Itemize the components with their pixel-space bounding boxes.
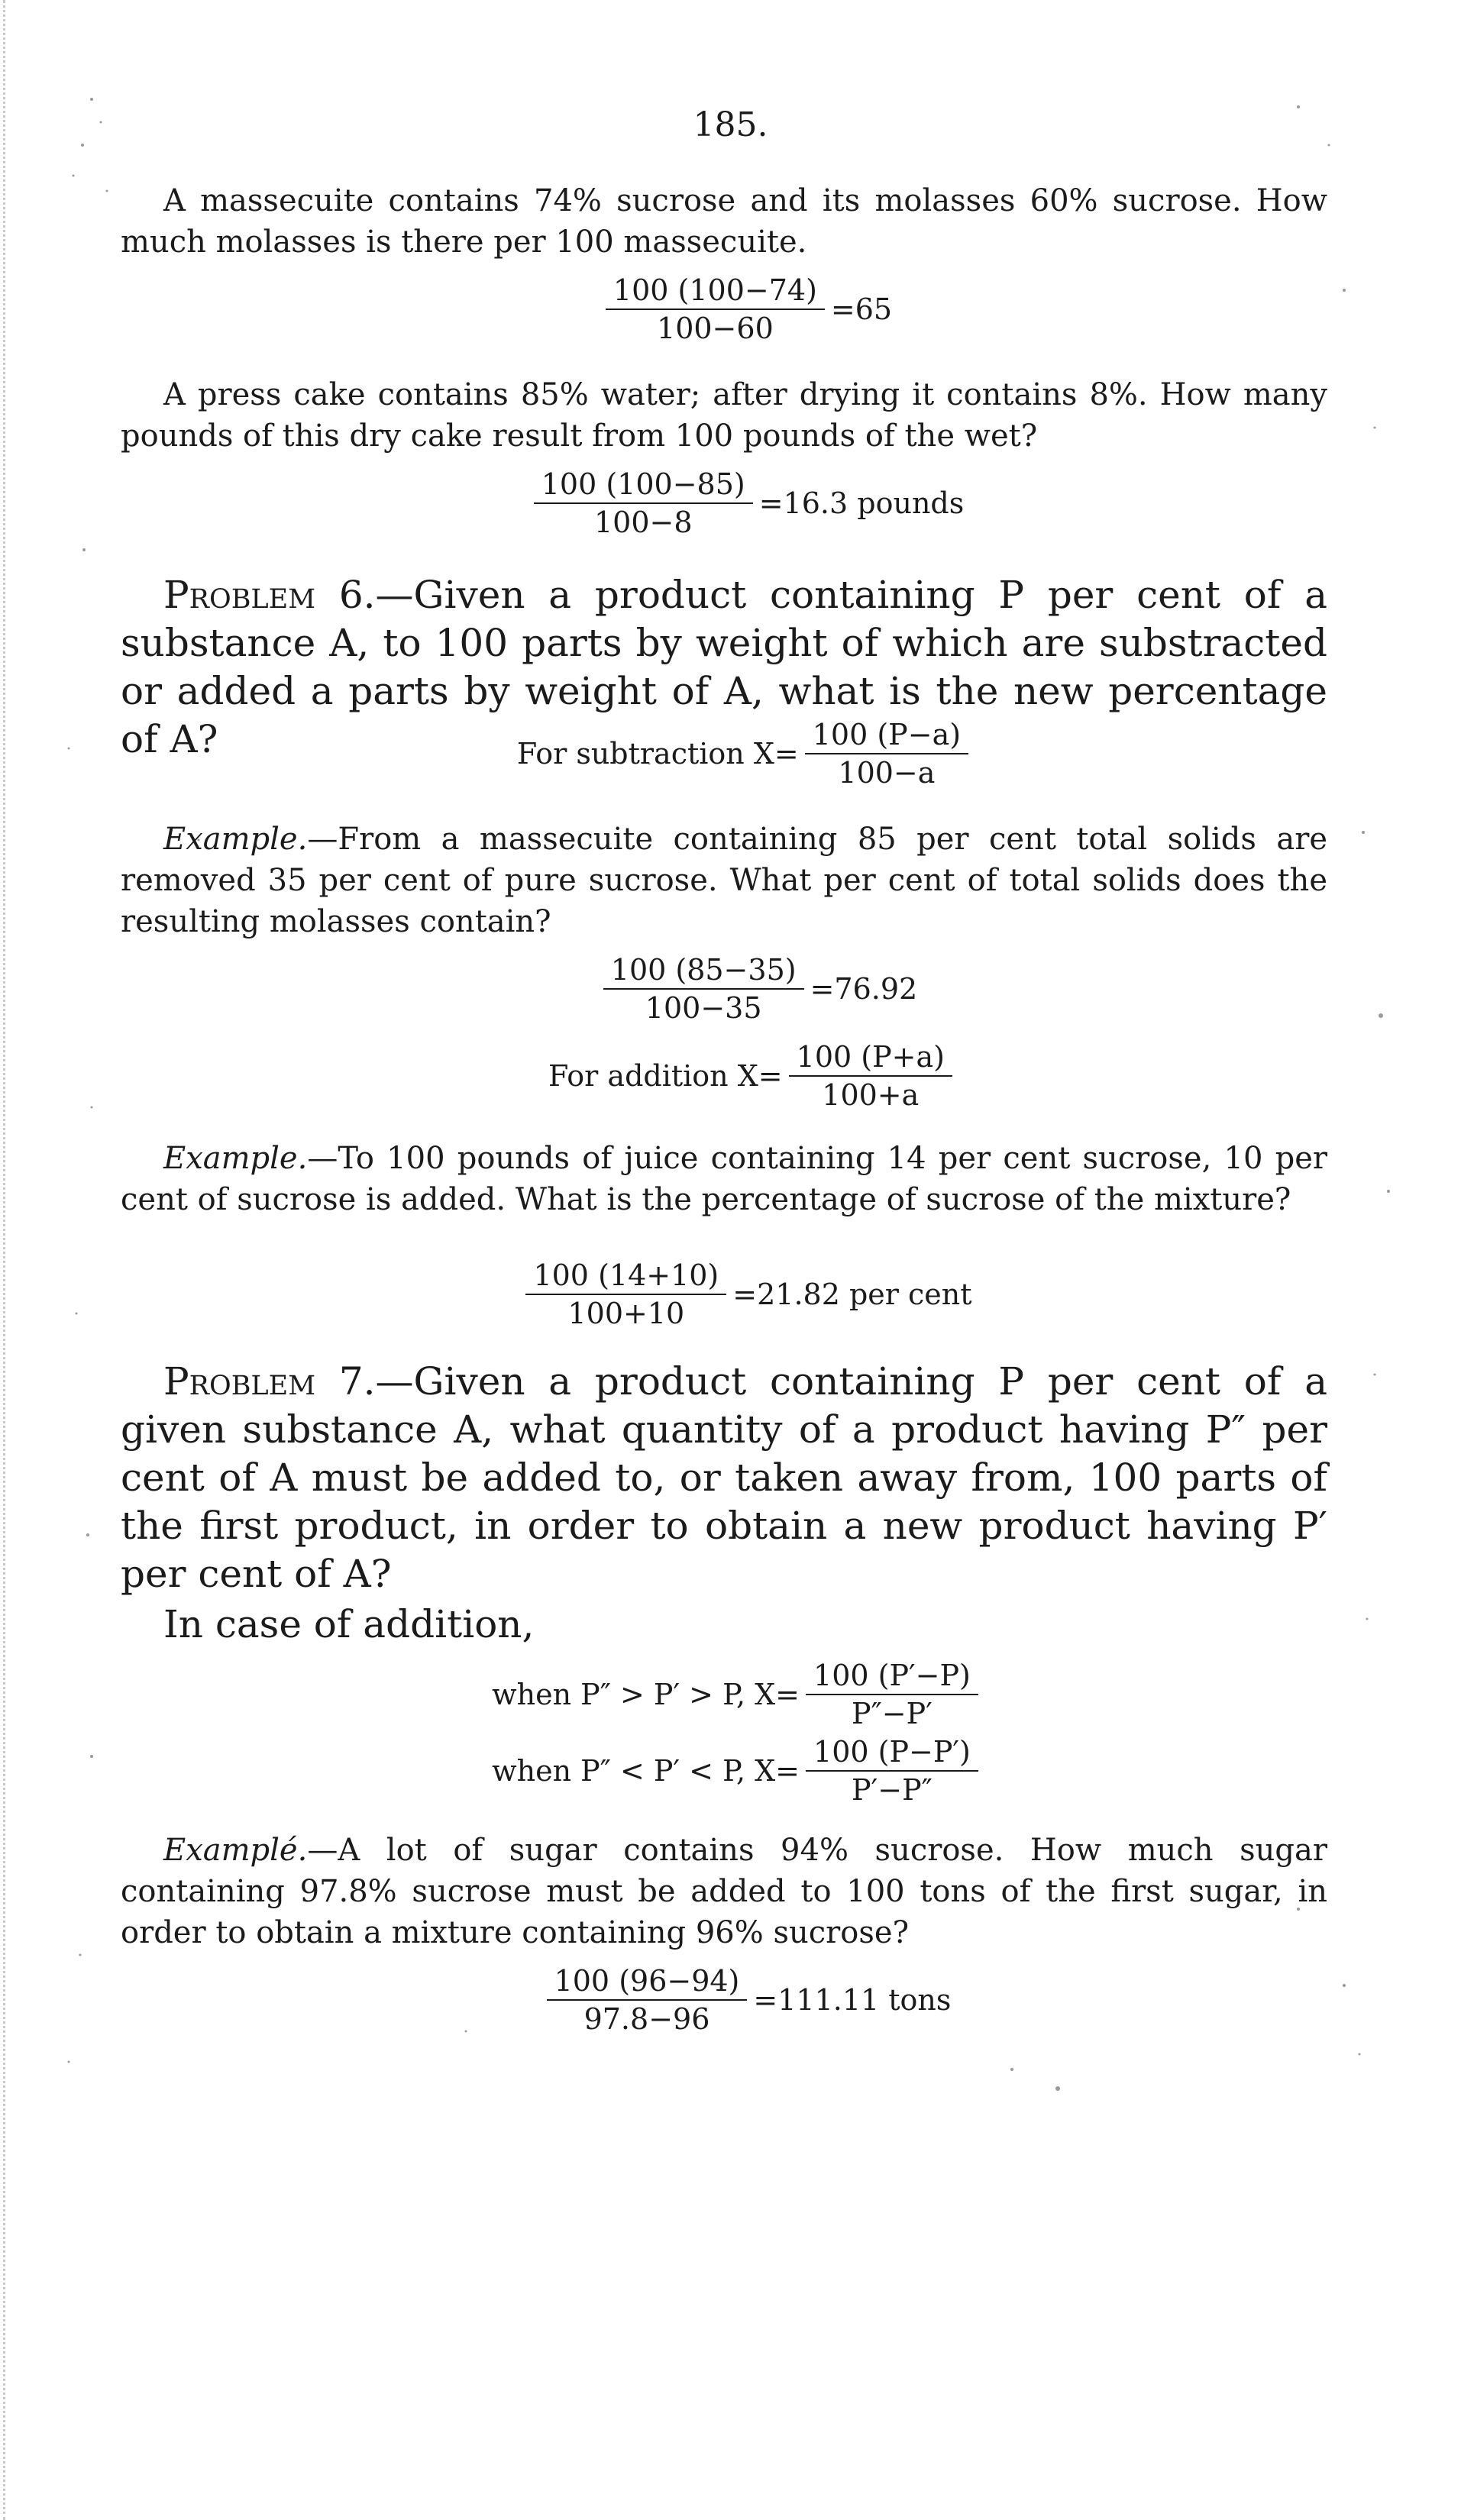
formula-denominator: P″−P′ <box>852 1697 933 1730</box>
formula-label: when P″ < P′ < P, X= <box>492 1754 800 1788</box>
formula-result: =65 <box>830 292 893 326</box>
formula-subtraction <box>0 718 1461 790</box>
formula-result: =21.82 per cent <box>732 1278 972 1311</box>
formula-denominator: 100−8 <box>593 506 693 539</box>
formula-denominator: 100−60 <box>657 312 774 345</box>
formula-denominator: 100−a <box>838 756 936 790</box>
formula-label: For addition X= <box>548 1059 783 1093</box>
example-label: Examplé. <box>163 1833 308 1868</box>
formula-addition <box>0 1040 1461 1112</box>
formula-result: =76.92 <box>810 972 918 1006</box>
formula-numerator: 100 (P′−P) <box>806 1659 978 1695</box>
formula-example-1 <box>0 953 1461 1025</box>
formula-denominator: 100+10 <box>567 1297 685 1330</box>
formula-numerator: 100 (96−94) <box>547 1964 748 2001</box>
problem-6-text: —Given a product containing P per cent of a substance A, to 100 parts by weight of which are substracted or added a parts by weight of A, what is the new percentage of A? <box>121 573 1328 761</box>
problem-7-case: In case of addition, <box>163 1602 535 1646</box>
formula-molasses <box>0 273 1461 345</box>
formula-result: =16.3 pounds <box>758 486 965 520</box>
formula-denominator: 97.8−96 <box>583 2002 710 2036</box>
paragraph-press-cake: A press cake contains 85% water; after drying it contains 8%. How many pounds of this dry cake result from 100 pounds of the wet? <box>121 377 1327 454</box>
paragraph-massecuite-molasses: A massecuite contains 74% sucrose and its molasses 60% sucrose. How much molasses is there per 100 massecuite. <box>121 183 1327 260</box>
example-label: Example. <box>163 1141 308 1176</box>
problem-7-statement <box>121 1358 1327 1598</box>
formula-numerator: 100 (14+10) <box>525 1258 726 1295</box>
formula-numerator: 100 (85−35) <box>603 953 804 990</box>
problem-6-example-2 <box>121 1138 1327 1220</box>
formula-denominator: 100+a <box>822 1078 920 1112</box>
formula-denominator: 100−35 <box>645 991 762 1025</box>
problem-7-label: Problem 7. <box>163 1359 376 1404</box>
formula-when-1 <box>0 1659 1461 1730</box>
formula-label: when P″ > P′ > P, X= <box>492 1678 800 1711</box>
example-text: —A lot of sugar contains 94% sucrose. How much sugar containing 97.8% sucrose must be added to 100 tons of the first sugar, in order to obtain a mixture containing 96% sucrose? <box>121 1833 1327 1950</box>
formula-numerator: 100 (P−a) <box>805 718 968 754</box>
formula-numerator: 100 (P+a) <box>789 1040 952 1077</box>
formula-numerator: 100 (100−85) <box>534 467 753 504</box>
problem-7-text: —Given a product containing P per cent of a given substance A, what quantity of a product having P″ per cent of A must be added to, or taken away from, 100 parts of the first product, in order to obtain a new product having P′ per cent of A? <box>121 1359 1328 1596</box>
page-number: 185. <box>693 105 768 144</box>
formula-example-sugar <box>0 1964 1461 2036</box>
formula-example-2 <box>0 1258 1461 1330</box>
problem-6-label: Problem 6. <box>163 573 376 617</box>
formula-press-cake <box>0 467 1461 539</box>
formula-denominator: P′−P″ <box>852 1773 933 1807</box>
formula-numerator: 100 (100−74) <box>606 273 825 310</box>
formula-label: For subtraction X= <box>516 737 799 771</box>
formula-numerator: 100 (P−P′) <box>806 1735 978 1772</box>
example-text: —To 100 pounds of juice containing 14 per cent sucrose, 10 per cent of sucrose is added. What is the percentage of sucrose of the mixture? <box>121 1141 1327 1217</box>
formula-result: =111.11 tons <box>753 1983 952 2017</box>
problem-7-example <box>121 1830 1327 1953</box>
formula-when-2 <box>0 1735 1461 1807</box>
problem-6-example-1 <box>121 819 1327 942</box>
example-text: —From a massecuite containing 85 per cent total solids are removed 35 per cent of pure sucrose. What per cent of total solids does the resulting molasses contain? <box>121 822 1327 939</box>
example-label: Example. <box>163 822 308 857</box>
